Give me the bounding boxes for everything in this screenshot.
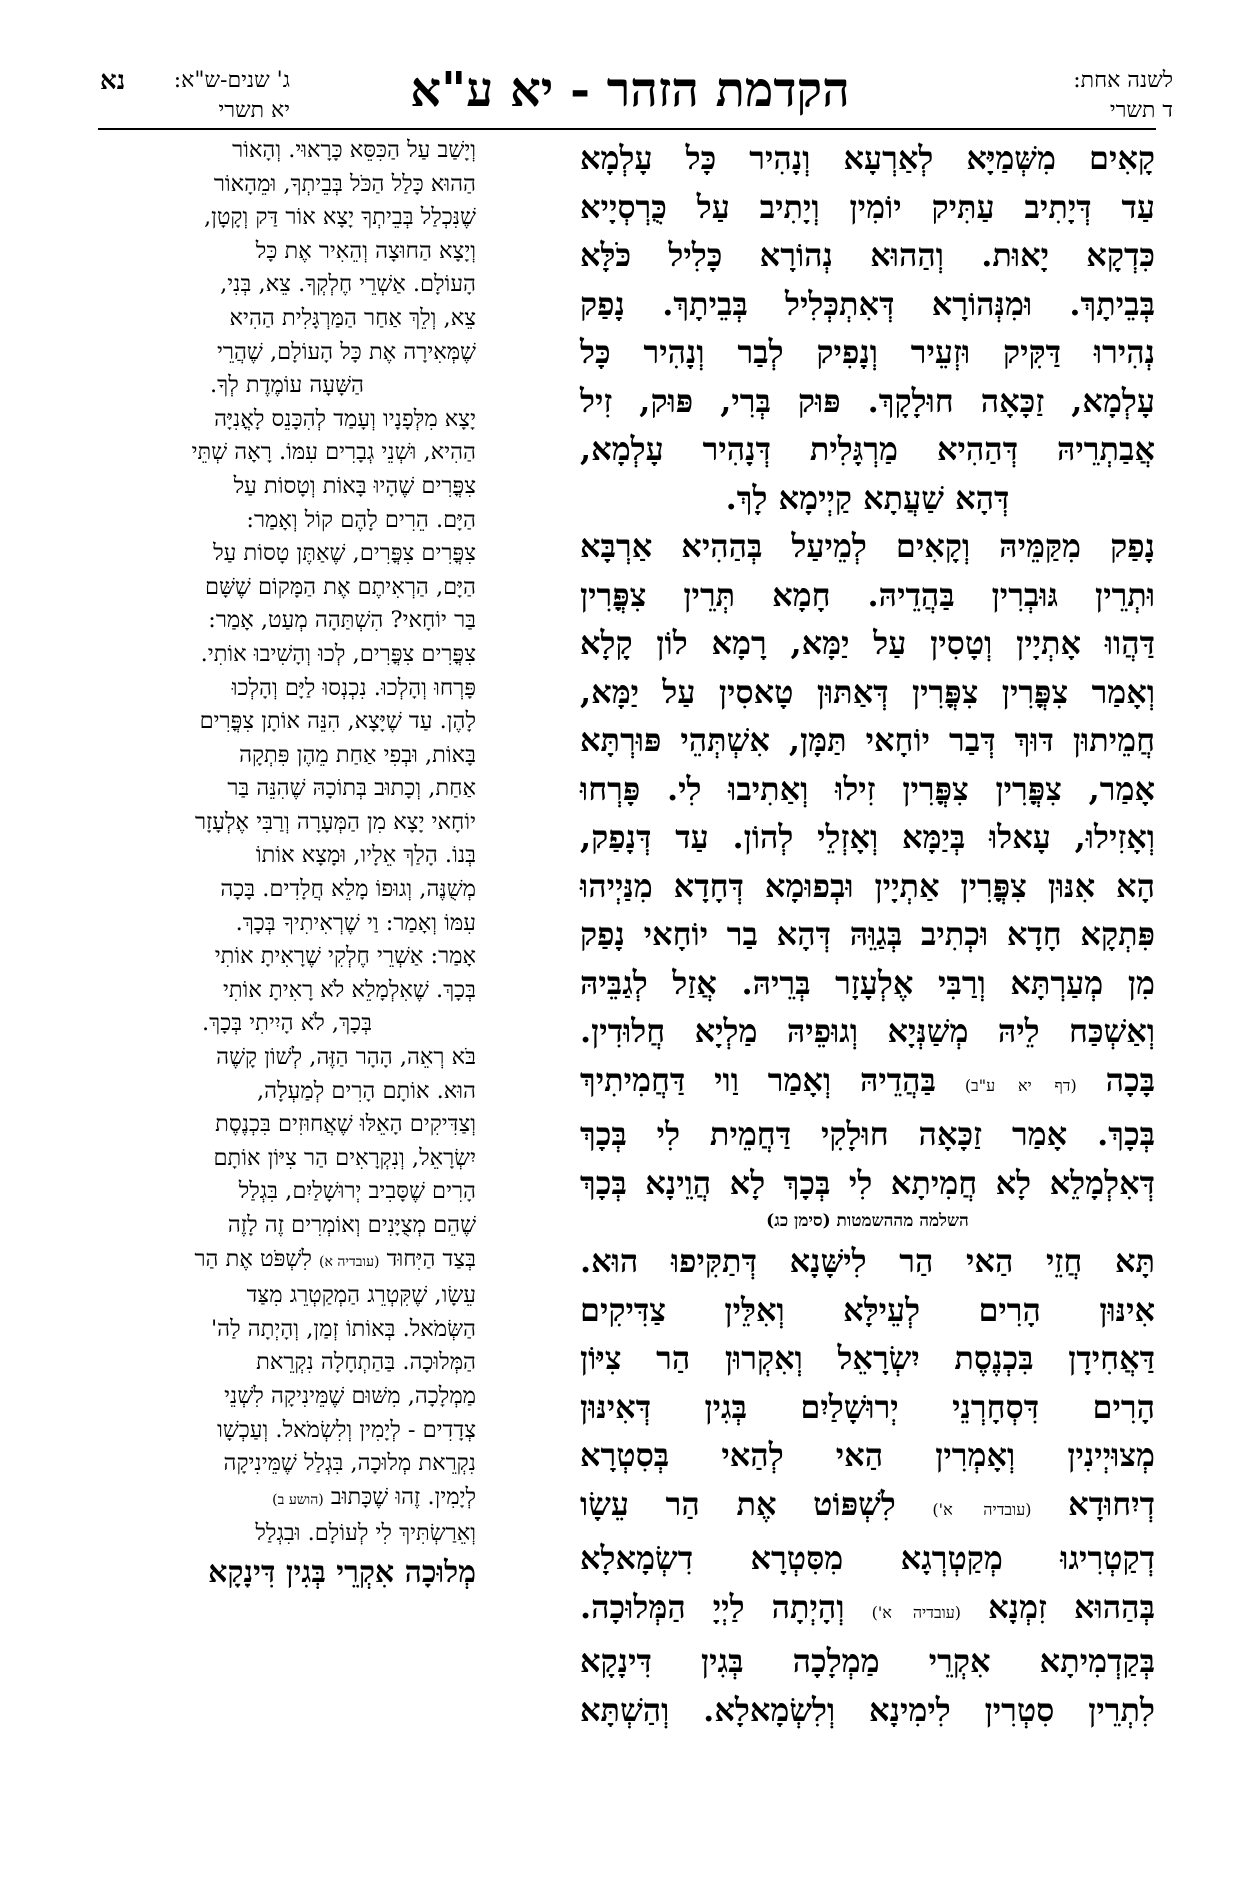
page-number: נא [100, 66, 126, 96]
text-line [580, 1056, 1155, 1111]
addendum-label: השלמה מההשמטות (סימן כג) [766, 1211, 969, 1231]
text-line: וְצַדִּיקִים הָאֵלּוּ שֶׁאֲחוּזִים בִּכְנֶסֶת [215, 1111, 476, 1138]
text-line: הַהוּא כָּלַל הַכֹּל בְּבֵיתְךָ, וּמֵהָאוֹר [213, 170, 476, 197]
text-line: פָּרְחוּ וְהָלְכוּ. נִכְנְסוּ לַיָּם וְהָלְכוּ [231, 674, 476, 701]
reference-note: (עובדיה א') [932, 1499, 1032, 1519]
text-span: לִשְׁפֹּט אֶת הַר [194, 1245, 312, 1272]
text-line: חֲמֵיתוּן דּוּךְ דְּבַר יוֹחָאי תַּמָּן, אִשְׁתְּהֵי פּוּרְתָּא [580, 721, 1155, 759]
text-span: לִשְׁפּוֹט אֶת הַר עֵשָׂו [580, 1484, 896, 1523]
text-line: הָרִים שֶׁסָּבִיב יְרוּשָׁלַיִם, בִּגְלַל [238, 1178, 476, 1205]
text-line: שֶׁהֵם מְצֻיָּנִים וְאוֹמְרִים זֶה לָזֶה [227, 1212, 476, 1238]
text-line: מַמְלָכָה, מִשּׁוּם שֶׁמֵּינִיקָה לִשְׁנֵי [224, 1382, 476, 1409]
text-line: כִּדְקָא יָאוּת. וְהַהוּא נְהוֹרָא כָּלִיל כֹּלָּא [580, 236, 1155, 274]
text-line: הָא אִנּוּן צִפֳּרִין אַתְיָין וּבְפוּמָא דְּחָדָא מִנַּיְיהוּ [580, 866, 1155, 905]
text-line: דַּהֲווּ אָתְיָין וְטָסִין עַל יַמָּא, רָמָא לוֹן קָלָא [580, 624, 1155, 662]
text-line: אֲבַתְרֵיהּ דְּהַהִיא מַרְגָּלִית דְּנָהִיר עָלְמָא, [580, 430, 1155, 468]
text-span: דְיִחוּדָא [1068, 1484, 1156, 1523]
text-line [98, 1243, 476, 1280]
text-line: יִשְׂרָאֵל, וְנִקְרָאִים הַר צִיּוֹן אוֹתָם [213, 1144, 476, 1171]
text-line: הָעוֹלָם. אַשְׁרֵי חֶלְקְךָ. צֵא, בְּנִי, [220, 271, 476, 298]
text-span: בְּהַהוּא זִמְנָא [988, 1587, 1156, 1626]
header-right-line2: ד תשרי [1109, 98, 1173, 123]
text-line: פִּתְקָא חָדָא וּכְתִיב בְּגַוֵּהּ דְּהָא בַר יוֹחָאי נָפַק [580, 915, 1155, 953]
text-line: קָאִים מִשְּׁמַיָּא לְאַרְעָא וְנָהִיר כָּל עָלְמָא [580, 139, 1155, 177]
header-right-line1: לשנה אחת: [1073, 68, 1173, 93]
text-line: צְדָדִים - לְיָמִין וְלִשְׂמֹאל. וְעַכְשָׁו [217, 1416, 476, 1443]
text-line: הַהִיא, וּשְׁנֵי גְבָרִים עִמּוֹ. רָאָה שְׁתֵּי [191, 439, 476, 466]
text-line: צֵא, וְלֵךְ אַחַר הַמַּרְגָּלִית הַהִיא [229, 304, 476, 331]
reference-note: (הושע ב) [272, 1491, 324, 1508]
text-line: וְאָמַר צִפֳּרִין צִפֳּרִין דְּאַתּוּן טָאסִין עַל יַמָּא, [580, 672, 1155, 711]
text-line: תָּא חֲזֵי הַאי הַר לִישָּׁנָא דְּתַקִּיפוּ הוּא. [580, 1242, 1155, 1280]
zohar-aramaic-column [580, 134, 1155, 1734]
text-line: בְּכָךְ, לֹא הָיִיתִי בְּכָךְ. [202, 1010, 372, 1037]
text-line: מְצוּיְינִין וְאָמְרִין הַאי לְהַאי בְּסִטְרָא [580, 1436, 1155, 1474]
text-line: יוֹחָאי יָצָא מִן הַמְּעָרָה וְרַבִּי אֶלְעָזָר [194, 808, 476, 835]
text-line: בְּכָךְ. שֶׁאִלְמָלֵא לֹא רָאִיתָ אוֹתִי [222, 976, 476, 1003]
text-line: יָצָא מִלְּפָנָיו וְעָמַד לְהִכָּנֵס לָאֳנִיָּה [214, 405, 476, 432]
text-line: וְאַשְׁכַּח לֵיהּ מְשַׁנְּיָא וְגוּפֵיהּ מַלְיָא חֲלוּדִין. [580, 1012, 1155, 1050]
text-span: בַּהֲדֵיהּ וְאָמַר וַוי דַּחֲמִיתִיךְ [580, 1060, 936, 1099]
text-line: בְּבֵיתָךְ. וּמִנְּהוֹרָא דְּאִתְכְּלִיל בְּבֵיתָךְ. נָפַק [580, 284, 1155, 323]
text-line: שֶׁמְּאִירָה אֶת כָּל הָעוֹלָם, שֶׁהֲרֵי [217, 338, 476, 365]
text-line: אָמַר, צִפֳּרִין צִפֳּרִין זִילוּ וְאַתִיבוּ לִי. פָּרְחוּ [580, 769, 1155, 808]
text-line: צִפֳּרִים צִפֳּרִים, לְכוּ וְהָשִׁיבוּ אוֹתִי. [200, 640, 476, 667]
text-span: בְּצַד הַיִּחוּד [386, 1245, 476, 1272]
text-line: הָרִים דִּסְחָרְנֵי יְרוּשָׁלַיִם בְּגִין דְּאִינּוּן [580, 1387, 1155, 1426]
text-line: לָהֶן. עַד שֶׁיָּצָא, הִנֵּה אוֹתָן צִפֳּרִים [199, 708, 476, 735]
text-line: וְיָצָא הַחוּצָה וְהֵאִיר אֶת כָּל [255, 237, 476, 264]
text-line: דְּהָא שַׁעֲתָא קַיְימָא לָךְ. [725, 478, 1010, 517]
text-line: בְּכָךְ. אָמַר זַכָּאָה חוּלָקִי דַּחֲמֵית לִי בְּכָךְ [580, 1115, 1155, 1153]
text-line: בָּאוֹת, וּבְפִי אַחַת מֵהֶן פִּתְקָה [239, 741, 476, 768]
text-line: הַשְּׂמֹאל. בְּאוֹתוֹ זְמַן, וְהָיְתָה לַה' [211, 1315, 476, 1342]
header-left-note [120, 66, 290, 126]
text-span: לְיָמִין. זֶהוּ שֶׁכָּתוּב [330, 1483, 476, 1510]
header-left-line2: יא תשרי [218, 98, 290, 123]
text-line: בַּר יוֹחָאי? הִשְׁתַּהָה מְעַט, אָמַר: [208, 607, 476, 634]
text-line: הַיָּם. הֵרִים לָהֶם קוֹל וְאָמַר: [246, 506, 476, 533]
text-line: עָלְמָא, זַכָּאָה חוּלָקָךְ. פּוּק בְּרִי, פּוּק, זִיל [580, 381, 1155, 420]
text-line: נִקְרֵאת מְלוּכָה, בִּגְלַל שֶׁמֵּינִיקָה [223, 1450, 476, 1477]
page-header [0, 0, 1253, 123]
text-line: אָמַר: אַשְׁרֵי חֶלְקִי שֶׁרָאִיתָ אוֹתִי [214, 943, 476, 970]
text-line: הוּא. אוֹתָם הָרִים לְמַעְלָה, [257, 1077, 476, 1104]
text-line: נְהִירוּ דַּקִּיק וּזְעֵיר וְנָפִיק לְבַר וְנָהִיר כָּל [580, 333, 1155, 371]
text-line: עִמּוֹ וְאָמַר: וַי שֶׁרְאִיתִיךָ בְּכָךְ. [235, 909, 476, 936]
text-line: וְאֵרַשְׂתִּיךְ לִי לְעוֹלָם. וּבִגְלַל [255, 1520, 476, 1547]
text-line: לִתְרֵין סִטְרִין לִימִינָא וְלִשְׂמָאלָא. וְהַשְׁתָּא [580, 1690, 1155, 1729]
text-line: צִפֳּרִים צִפֳּרִים, שֶׁאַתֶּן טָסוֹת עַל [213, 540, 476, 567]
text-line: וְיָשַׁב עַל הַכִּסֵּא כָּרָאוּי. וְהָאוֹר [232, 137, 476, 163]
text-line [580, 1583, 1155, 1638]
text-line: הַמְּלוּכָה. בַּהַתְחָלָה נִקְרֵאת [256, 1349, 476, 1376]
text-line: נָפַק מִקַּמֵּיהּ וְקָאִים לְמֵיעַל בְּהַהִיא אַרְבָּא [580, 527, 1155, 565]
reference-note: (דף יא ע"ב) [964, 1075, 1077, 1095]
text-line [98, 1481, 476, 1518]
text-line: וּתְרֵין גּוּבְרִין בַּהֲדֵיהּ. חָמָא תְּרֵין צִפֳּרִין [580, 575, 1155, 614]
text-line [580, 1480, 1155, 1535]
header-rule [98, 128, 1156, 130]
reference-note: (עובדיה א) [319, 1253, 380, 1270]
header-right-note [1043, 66, 1173, 126]
text-line: שֶׁנִּכְלַל בְּבֵיתְךָ יָצָא אוֹר דַּק וְקָטָן, [203, 204, 476, 231]
text-line: בְּנוֹ. הָלַךְ אֵלָיו, וּמָצָא אוֹתוֹ [255, 842, 476, 869]
reference-note: (עובדיה א') [871, 1602, 962, 1622]
text-line: אַחַת, וְכָתוּב בְּתוֹכָהּ שֶׁהִנֵּה בַּר [227, 775, 476, 802]
text-line: צִפֳּרִים שֶׁהָיוּ בָּאוֹת וְטָסוֹת עַל [233, 472, 476, 499]
text-line: מִן מְעַרְתָּא וְרַבִּי אֶלְעָזָר בְּרֵיהּ. אֲזַל לְגַבֵּיהּ [580, 963, 1155, 1002]
header-left-line1: ג' שנים-ש"א: [173, 68, 290, 93]
text-span: בָּכָה [1105, 1060, 1156, 1099]
text-line: הַשָּׁעָה עוֹמֶדֶת לְךָ. [210, 372, 364, 399]
page-title: הקדמת הזהר - יא ע"א [410, 62, 850, 118]
text-line: בֹּא רְאֵה, הָהָר הַזֶּה, לְשׁוֹן קָשֶׁה [216, 1044, 476, 1071]
text-line: מְלוּכָה אִקְרֵי בְּגִין דִּינָקָא [208, 1554, 476, 1590]
text-line: הַיָּם, הַרְאִיתֶם אֶת הַמָּקוֹם שֶׁשָּׁם [204, 573, 476, 600]
text-line: דְקַטְרִיגוּ מְקַטְרְגָא מִסִּטְרָא דִשְׂמָאלָא [580, 1539, 1155, 1577]
text-line: אִינּוּן הָרִים לְעֵילָּא וְאִלֵּין צַדִּיקִים [580, 1290, 1155, 1329]
text-line: וְאָזִילוּ, עָאלוּ בְּיַמָּא וְאָזְלֵי לְהוֹן. עַד דְּנָפַק, [580, 818, 1155, 856]
text-line: עֵשָׂו, שֶׁקִּטְרֵג הַמְקַטְרֵג מִצַּד [246, 1282, 476, 1309]
text-line: בְּקַדְמִיתָא אִקְרֵי מַמְלָכָה בְּגִין דִּינָקָא [580, 1642, 1155, 1680]
text-line: דַּאֲחִידָן בִּכְנֶסֶת יִשְׂרָאֵל וְאִקְרוּן הַר צִיּוֹן [580, 1339, 1155, 1377]
text-line: עַד דְּיָתִיב עַתִּיק יוֹמִין וְיָתִיב עַל כֻּרְסְיָיא [580, 187, 1155, 226]
hebrew-translation-column [98, 134, 476, 1595]
text-line: מְשֻׁנֶּה, וְגוּפוֹ מָלֵא חֲלָדִים. בָּכָה [220, 876, 476, 903]
text-line: דְּאִלְמָלֵא לָא חֲמִיתָא לִי בְּכָךְ לָא הֲוֵינָא בְּכָךְ [580, 1163, 1155, 1202]
text-span: וְהָיְתָה לַיְיָ הַמְּלוּכָה. [580, 1587, 845, 1626]
